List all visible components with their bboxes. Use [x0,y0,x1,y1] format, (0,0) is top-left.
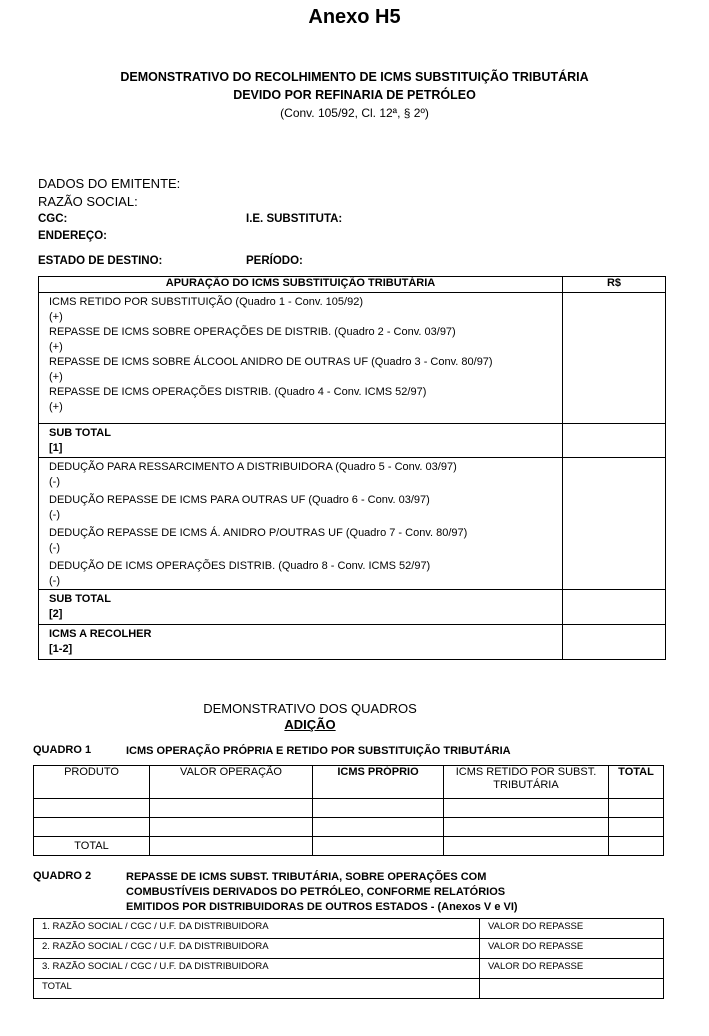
subtotal-1-label: SUB TOTAL [49,427,111,439]
col-icms-proprio: ICMS PRÓPRIO [313,766,444,799]
razao-social-label: RAZÃO SOCIAL: [38,194,138,209]
deducao-anidro-line: DEDUÇÃO REPASSE DE ICMS Á. ANIDRO P/OUTRAS UF (Quadro 7 - Conv. 80/97) [49,527,468,539]
quadro-1-header-row [34,766,664,799]
table-row [34,799,664,818]
apuracao-header-row [39,277,666,293]
deducoes-value-cell [563,458,666,590]
apuracao-table [38,276,666,660]
sign-minus: (-) [49,476,60,488]
col-produto: PRODUTO [34,766,150,799]
deducoes-row [39,458,666,590]
sign-plus: (+) [49,311,63,323]
table-row [34,939,664,959]
valor-repasse-cell: VALOR DO REPASSE [480,959,664,979]
distribuidora-cell: 2. RAZÃO SOCIAL / CGC / U.F. DA DISTRIBUIDORA [34,939,480,959]
icms-recolher-value [563,625,666,660]
quadro-1-total-row [34,837,664,856]
sign-plus: (+) [49,401,63,413]
quadro-1-table [33,765,664,856]
distribuidora-cell: 1. RAZÃO SOCIAL / CGC / U.F. DA DISTRIBUIDORA [34,919,480,939]
quadro-2-total-label: TOTAL [34,979,480,999]
deducao-outras-uf-line: DEDUÇÃO REPASSE DE ICMS PARA OUTRAS UF (Quadro 6 - Conv. 03/97) [49,494,430,506]
deducao-ressarcimento-line: DEDUÇÃO PARA RESSARCIMENTO A DISTRIBUIDORA (Quadro 5 - Conv. 03/97) [49,461,457,473]
sign-plus: (+) [49,341,63,353]
quadro-2-total-row [34,979,664,999]
subtotal-1-cell [39,424,563,458]
quadro-2-table [33,918,664,999]
quadro-2-title [126,870,518,915]
quadro-2-total-value [480,979,664,999]
header-line-3: (Conv. 105/92, Cl. 12ª, § 2º) [280,106,429,120]
sign-minus: (-) [49,575,60,587]
quadro-2-title-line-3: EMITIDOS POR DISTRIBUIDORAS DE OUTROS ESTADOS - (Anexos V e VI) [126,901,518,913]
col-icms-retido: ICMS RETIDO POR SUBST. TRIBUTÁRIA [444,766,609,799]
quadro-2-title-line-1: REPASSE DE ICMS SUBST. TRIBUTÁRIA, SOBRE OPERAÇÕES COM [126,871,487,883]
subtotal-2-cell [39,590,563,625]
repasse-distrib-line: REPASSE DE ICMS SOBRE OPERAÇÕES DE DISTRIB. (Quadro 2 - Conv. 03/97) [49,326,456,338]
icms-recolher-cell [39,625,563,660]
adicao-subtitle: ADIÇÃO [284,717,336,732]
deducoes-cell [39,458,563,590]
repasse-alcool-line: REPASSE DE ICMS SOBRE ÁLCOOL ANIDRO DE OUTRAS UF (Quadro 3 - Conv. 80/97) [49,356,493,368]
adicoes-row [39,293,666,424]
ie-substituta-label: I.E. SUBSTITUTA: [246,213,343,225]
estado-destino-label: ESTADO DE DESTINO: [38,255,163,267]
subtotal-2-value [563,590,666,625]
icms-retido-line: ICMS RETIDO POR SUBSTITUIÇÃO (Quadro 1 - Conv. 105/92) [49,296,363,308]
icms-recolher-code: [1-2] [49,643,73,655]
quadro-1-total-label: TOTAL [34,837,150,856]
table-row [34,818,664,837]
col-valor-operacao: VALOR OPERAÇÃO [150,766,313,799]
page-title: Anexo H5 [308,6,401,28]
sign-minus: (-) [49,542,60,554]
col-total: TOTAL [609,766,664,799]
currency-header: R$ [563,277,666,293]
subtotal-1-row [39,424,666,458]
quadro-1-label: QUADRO 1 [33,744,92,756]
subtotal-2-code: [2] [49,608,63,620]
repasse-operacoes-line: REPASSE DE ICMS OPERAÇÕES DISTRIB. (Quadro 4 - Conv. ICMS 52/97) [49,386,427,398]
table-row [34,959,664,979]
deducao-operacoes-line: DEDUÇÃO DE ICMS OPERAÇÕES DISTRIB. (Quadro 8 - Conv. ICMS 52/97) [49,560,431,572]
demonstrativo-title: DEMONSTRATIVO DOS QUADROS [203,701,417,716]
distribuidora-cell: 3. RAZÃO SOCIAL / CGC / U.F. DA DISTRIBUIDORA [34,959,480,979]
sign-minus: (-) [49,509,60,521]
subtotal-1-code: [1] [49,442,63,454]
cgc-label: CGC: [38,213,68,225]
quadro-2-title-line-2: COMBUSTÍVEIS DERIVADOS DO PETRÓLEO, CONFORME RELATÓRIOS [126,886,506,898]
subtotal-1-value [563,424,666,458]
adicoes-cell [39,293,563,424]
icms-recolher-label: ICMS A RECOLHER [49,628,152,640]
valor-repasse-cell: VALOR DO REPASSE [480,939,664,959]
subtotal-2-row [39,590,666,625]
valor-repasse-cell: VALOR DO REPASSE [480,919,664,939]
table-row [34,919,664,939]
quadro-1-title: ICMS OPERAÇÃO PRÓPRIA E RETIDO POR SUBSTITUIÇÃO TRIBUTÁRIA [126,745,511,757]
apuracao-header: APURAÇÃO DO ICMS SUBSTITUIÇÃO TRIBUTÁRIA [39,277,563,293]
periodo-label: PERÍODO: [246,255,303,267]
icms-recolher-row [39,625,666,660]
sign-plus: (+) [49,371,63,383]
dados-emitente-label: DADOS DO EMITENTE: [38,176,181,191]
subtotal-2-label: SUB TOTAL [49,593,111,605]
endereco-label: ENDEREÇO: [38,230,108,242]
quadro-2-label: QUADRO 2 [33,870,92,882]
adicoes-value-cell [563,293,666,424]
header-line-1: DEMONSTRATIVO DO RECOLHIMENTO DE ICMS SUBSTITUIÇÃO TRIBUTÁRIA [120,70,589,84]
header-line-2: DEVIDO POR REFINARIA DE PETRÓLEO [233,88,476,102]
